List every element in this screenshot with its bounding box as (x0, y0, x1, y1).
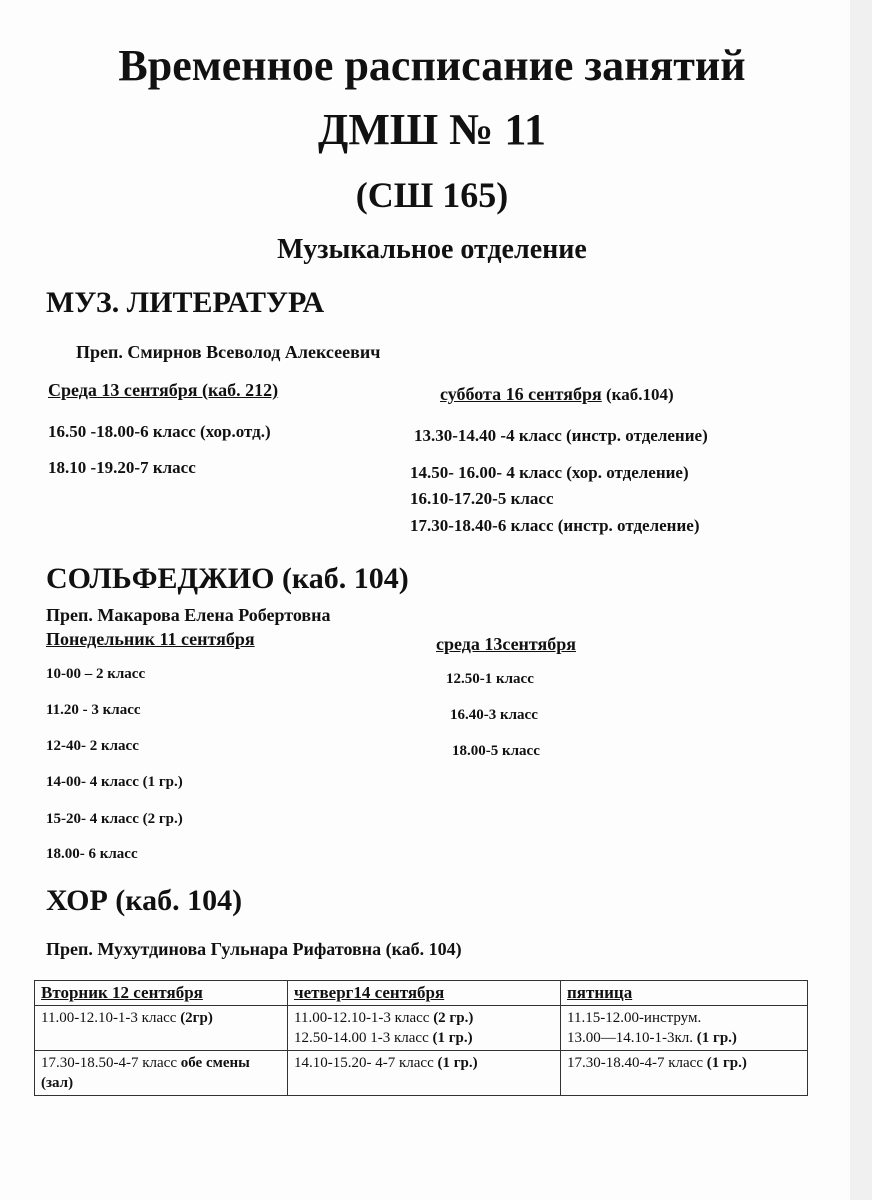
cell-group: обе смены (зал) (41, 1055, 250, 1091)
column-header: четверг14 сентября (288, 981, 561, 1006)
solfeggio-day2-label: среда 13сентября (436, 634, 577, 654)
choir-teacher: Преп. Мухутдинова Гульнара Рифатовна (каб. 104) (46, 939, 462, 959)
music-lit-day1-row: 16.50 -18.00-6 класс (хор.отд.) (48, 422, 271, 441)
music-lit-day1-label: Среда 13 сентября (каб. 212) (48, 380, 279, 400)
music-lit-day2-row: 17.30-18.40-6 класс (инстр. отделение) (410, 516, 700, 535)
solfeggio-day1-row: 11.20 - 3 класс (46, 702, 141, 718)
cell-line (567, 1008, 801, 1028)
cell-text: 11.15-12.00-инструм. (567, 1010, 702, 1026)
cell-text: 11.00-12.10-1-3 класс (41, 1010, 181, 1026)
cell-line (294, 1028, 554, 1048)
title-line-3: (СШ 165) (355, 175, 509, 215)
table-row (35, 1051, 808, 1096)
solfeggio-day1-row: 15-20- 4 класс (2 гр.) (46, 811, 183, 827)
cell-group: (2 гр.) (433, 1010, 474, 1026)
solfeggio-day1-row: 18.00- 6 класс (46, 846, 138, 862)
solfeggio-day2-row: 12.50-1 класс (446, 671, 534, 687)
solfeggio-day1-row: 12-40- 2 класс (46, 738, 139, 754)
music-lit-day2-header (440, 384, 674, 405)
table-cell (288, 1051, 561, 1096)
solfeggio-day1-row: 10-00 – 2 класс (46, 666, 146, 682)
music-lit-day2-row: 14.50- 16.00- 4 класс (хор. отделение) (410, 463, 689, 482)
solfeggio-heading: СОЛЬФЕДЖИО (каб. 104) (46, 562, 409, 595)
table-cell (288, 1006, 561, 1051)
music-lit-day2-row: 13.30-14.40 -4 класс (инстр. отделение) (414, 426, 708, 445)
table-header-row (35, 981, 808, 1006)
solfeggio-teacher: Преп. Макарова Елена Робертовна (46, 605, 331, 625)
music-lit-day1-row: 18.10 -19.20-7 класс (48, 458, 196, 477)
title-line-1: Временное расписание занятий (118, 41, 746, 90)
choir-schedule-table (34, 980, 808, 1096)
column-header: Вторник 12 сентября (35, 981, 288, 1006)
table-cell (561, 1006, 808, 1051)
cell-text: 17.30-18.50-4-7 класс (41, 1055, 181, 1071)
music-lit-heading: МУЗ. ЛИТЕРАТУРА (46, 286, 325, 319)
column-header: пятница (561, 981, 808, 1006)
solfeggio-day1-label: Понедельник 11 сентября (46, 629, 255, 649)
cell-group: (1 гр.) (437, 1055, 478, 1071)
cell-group: (1 гр.) (706, 1055, 747, 1071)
cell-text: 11.00-12.10-1-3 класс (294, 1010, 434, 1026)
cell-text: 17.30-18.40-4-7 класс (567, 1055, 707, 1071)
cell-group: (2гр) (180, 1010, 213, 1026)
table-cell (35, 1051, 288, 1096)
cell-text: 12.50-14.00 1-3 класс (294, 1030, 433, 1046)
solfeggio-day2-row: 18.00-5 класс (452, 743, 540, 759)
music-lit-day2-label: суббота 16 сентября (440, 384, 602, 404)
music-lit-teacher: Преп. Смирнов Всеволод Алексеевич (76, 342, 381, 362)
table-row (35, 1006, 808, 1051)
cell-text: 13.00—14.10-1-3кл. (567, 1030, 697, 1046)
choir-heading: ХОР (каб. 104) (46, 884, 243, 917)
cell-text: 14.10-15.20- 4-7 класс (294, 1055, 438, 1071)
cell-line (294, 1008, 554, 1028)
title-line-2: ДМШ № 11 (318, 105, 546, 154)
table-cell (35, 1006, 288, 1051)
music-lit-day2-row: 16.10-17.20-5 класс (410, 489, 554, 508)
cell-line (567, 1028, 801, 1048)
solfeggio-day2-row: 16.40-3 класс (450, 707, 538, 723)
cell-group: (1 гр.) (432, 1030, 473, 1046)
table-cell (561, 1051, 808, 1096)
solfeggio-day1-row: 14-00- 4 класс (1 гр.) (46, 774, 183, 790)
cell-group: (1 гр.) (696, 1030, 737, 1046)
department-title: Музыкальное отделение (277, 234, 587, 265)
music-lit-day2-room: (каб.104) (606, 385, 674, 404)
